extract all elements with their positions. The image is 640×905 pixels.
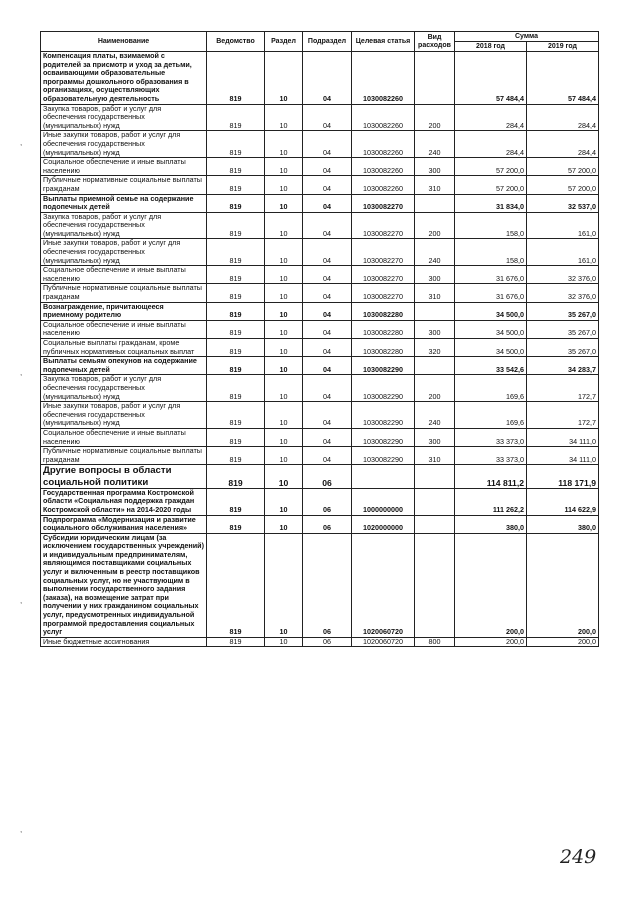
cell-vid: 310 — [415, 447, 455, 465]
table-row — [41, 428, 599, 446]
cell-vedomstvo: 819 — [207, 239, 265, 266]
cell-name: Закупка товаров, работ и услуг для обеспечения государственных (муниципальных) нужд — [41, 104, 207, 131]
cell-podrazdel: 04 — [303, 266, 352, 284]
cell-target: 1030082270 — [352, 239, 415, 266]
header-podrazdel: Подраздел — [303, 32, 352, 52]
cell-vedomstvo: 819 — [207, 465, 265, 488]
header-vid: Вид расходов — [415, 32, 455, 52]
cell-sum-2018: 114 811,2 — [455, 465, 527, 488]
cell-name: Закупка товаров, работ и услуг для обеспечения государственных (муниципальных) нужд — [41, 375, 207, 402]
cell-name: Публичные нормативные социальные выплаты гражданам — [41, 176, 207, 194]
cell-sum-2019: 57 484,4 — [527, 52, 599, 105]
cell-sum-2018: 111 262,2 — [455, 488, 527, 515]
cell-razdel: 10 — [265, 357, 303, 375]
cell-sum-2019: 200,0 — [527, 533, 599, 637]
table-row — [41, 533, 599, 637]
cell-razdel: 10 — [265, 515, 303, 533]
cell-target: 1030082260 — [352, 52, 415, 105]
cell-razdel: 10 — [265, 131, 303, 158]
cell-podrazdel: 04 — [303, 239, 352, 266]
cell-sum-2019: 161,0 — [527, 239, 599, 266]
table-row — [41, 637, 599, 647]
cell-vid: 800 — [415, 637, 455, 647]
table-row — [41, 176, 599, 194]
cell-vedomstvo: 819 — [207, 104, 265, 131]
cell-podrazdel: 04 — [303, 158, 352, 176]
cell-sum-2018: 57 200,0 — [455, 176, 527, 194]
table-row — [41, 375, 599, 402]
cell-sum-2018: 158,0 — [455, 212, 527, 239]
margin-mark: , — [20, 825, 23, 834]
cell-sum-2019: 34 283,7 — [527, 357, 599, 375]
cell-vid — [415, 488, 455, 515]
cell-sum-2018: 34 500,0 — [455, 320, 527, 338]
cell-sum-2019: 35 267,0 — [527, 302, 599, 320]
cell-name: Иные закупки товаров, работ и услуг для обеспечения государственных (муниципальных) нужд — [41, 131, 207, 158]
table-row — [41, 212, 599, 239]
cell-target: 1020060720 — [352, 637, 415, 647]
table-row — [41, 320, 599, 338]
header-name: Наименование — [41, 32, 207, 52]
cell-sum-2018: 169,6 — [455, 402, 527, 429]
cell-sum-2019: 161,0 — [527, 212, 599, 239]
cell-sum-2018: 284,4 — [455, 131, 527, 158]
cell-vid — [415, 357, 455, 375]
budget-table — [40, 31, 599, 647]
cell-podrazdel: 06 — [303, 465, 352, 488]
table-row — [41, 339, 599, 357]
cell-sum-2019: 172,7 — [527, 402, 599, 429]
cell-vid — [415, 52, 455, 105]
cell-target: 1030082260 — [352, 176, 415, 194]
cell-vedomstvo: 819 — [207, 176, 265, 194]
cell-vid: 200 — [415, 375, 455, 402]
cell-podrazdel: 04 — [303, 357, 352, 375]
cell-name: Иные закупки товаров, работ и услуг для обеспечения государственных (муниципальных) нужд — [41, 402, 207, 429]
cell-razdel: 10 — [265, 104, 303, 131]
cell-vedomstvo: 819 — [207, 375, 265, 402]
cell-podrazdel: 06 — [303, 533, 352, 637]
cell-razdel: 10 — [265, 465, 303, 488]
table-row — [41, 465, 599, 488]
table-row — [41, 104, 599, 131]
cell-sum-2019: 57 200,0 — [527, 176, 599, 194]
cell-sum-2018: 31 834,0 — [455, 194, 527, 212]
cell-name: Компенсация платы, взимаемой с родителей за присмотр и уход за детьми, осваивающими образовательные программы дошкольного образования в организациях, осуществляющих образовательную деятельность — [41, 52, 207, 105]
cell-target: 1030082270 — [352, 266, 415, 284]
cell-name: Выплаты приемной семье на содержание подопечных детей — [41, 194, 207, 212]
cell-podrazdel: 04 — [303, 375, 352, 402]
cell-sum-2018: 33 542,6 — [455, 357, 527, 375]
cell-razdel: 10 — [265, 194, 303, 212]
cell-name: Публичные нормативные социальные выплаты гражданам — [41, 284, 207, 302]
margin-mark: , — [20, 368, 23, 377]
cell-vid — [415, 533, 455, 637]
cell-razdel: 10 — [265, 239, 303, 266]
cell-podrazdel: 04 — [303, 176, 352, 194]
cell-target: 1030082290 — [352, 428, 415, 446]
table-row — [41, 284, 599, 302]
cell-sum-2018: 31 676,0 — [455, 284, 527, 302]
cell-target: 1020000000 — [352, 515, 415, 533]
cell-sum-2019: 35 267,0 — [527, 320, 599, 338]
header-2018: 2018 год — [455, 42, 527, 52]
table-row — [41, 239, 599, 266]
cell-razdel: 10 — [265, 428, 303, 446]
cell-vid: 240 — [415, 402, 455, 429]
cell-name: Иные закупки товаров, работ и услуг для обеспечения государственных (муниципальных) нужд — [41, 239, 207, 266]
cell-name: Социальное обеспечение и иные выплаты населению — [41, 266, 207, 284]
cell-sum-2019: 284,4 — [527, 131, 599, 158]
table-row — [41, 194, 599, 212]
cell-target: 1030082260 — [352, 131, 415, 158]
table-row — [41, 266, 599, 284]
cell-razdel: 10 — [265, 52, 303, 105]
cell-vedomstvo: 819 — [207, 357, 265, 375]
cell-target: 1000000000 — [352, 488, 415, 515]
cell-razdel: 10 — [265, 488, 303, 515]
cell-vedomstvo: 819 — [207, 212, 265, 239]
cell-sum-2018: 57 200,0 — [455, 158, 527, 176]
table-row — [41, 357, 599, 375]
cell-sum-2018: 169,6 — [455, 375, 527, 402]
header-2019: 2019 год — [527, 42, 599, 52]
cell-razdel: 10 — [265, 302, 303, 320]
table-row — [41, 488, 599, 515]
cell-sum-2018: 34 500,0 — [455, 302, 527, 320]
cell-vedomstvo: 819 — [207, 266, 265, 284]
cell-sum-2019: 114 622,9 — [527, 488, 599, 515]
page-number: 249 — [560, 846, 597, 868]
cell-vedomstvo: 819 — [207, 339, 265, 357]
cell-target: 1030082260 — [352, 158, 415, 176]
cell-vedomstvo: 819 — [207, 284, 265, 302]
cell-vedomstvo: 819 — [207, 158, 265, 176]
cell-vedomstvo: 819 — [207, 637, 265, 647]
cell-sum-2018: 57 484,4 — [455, 52, 527, 105]
cell-vedomstvo: 819 — [207, 515, 265, 533]
cell-name: Выплаты семьям опекунов на содержание подопечных детей — [41, 357, 207, 375]
cell-podrazdel: 06 — [303, 515, 352, 533]
cell-target: 1030082290 — [352, 402, 415, 429]
cell-podrazdel: 06 — [303, 488, 352, 515]
cell-target: 1020060720 — [352, 533, 415, 637]
cell-target: 1030082270 — [352, 212, 415, 239]
cell-target: 1030082290 — [352, 357, 415, 375]
cell-sum-2019: 32 376,0 — [527, 284, 599, 302]
cell-sum-2019: 57 200,0 — [527, 158, 599, 176]
cell-razdel: 10 — [265, 447, 303, 465]
cell-target: 1030082280 — [352, 302, 415, 320]
cell-podrazdel: 04 — [303, 428, 352, 446]
cell-vid: 300 — [415, 428, 455, 446]
cell-sum-2018: 33 373,0 — [455, 447, 527, 465]
cell-name: Подпрограмма «Модернизация и развитие социального обслуживания населения» — [41, 515, 207, 533]
cell-podrazdel: 04 — [303, 284, 352, 302]
cell-vid — [415, 465, 455, 488]
cell-vid: 240 — [415, 239, 455, 266]
cell-razdel: 10 — [265, 375, 303, 402]
cell-razdel: 10 — [265, 212, 303, 239]
cell-razdel: 10 — [265, 176, 303, 194]
cell-sum-2019: 32 376,0 — [527, 266, 599, 284]
cell-sum-2018: 200,0 — [455, 533, 527, 637]
cell-vid: 300 — [415, 266, 455, 284]
cell-vedomstvo: 819 — [207, 320, 265, 338]
cell-sum-2019: 34 111,0 — [527, 447, 599, 465]
cell-podrazdel: 04 — [303, 194, 352, 212]
cell-vid — [415, 302, 455, 320]
cell-podrazdel: 04 — [303, 52, 352, 105]
cell-razdel: 10 — [265, 637, 303, 647]
margin-mark: , — [20, 138, 23, 147]
cell-vedomstvo: 819 — [207, 52, 265, 105]
table-row — [41, 402, 599, 429]
header-target: Целевая статья — [352, 32, 415, 52]
cell-razdel: 10 — [265, 533, 303, 637]
cell-target: 1030082270 — [352, 284, 415, 302]
cell-podrazdel: 04 — [303, 320, 352, 338]
cell-name: Публичные нормативные социальные выплаты гражданам — [41, 447, 207, 465]
cell-vedomstvo: 819 — [207, 194, 265, 212]
cell-razdel: 10 — [265, 320, 303, 338]
cell-razdel: 10 — [265, 158, 303, 176]
cell-target: 1030082290 — [352, 375, 415, 402]
cell-podrazdel: 04 — [303, 212, 352, 239]
table-row — [41, 302, 599, 320]
header-sum: Сумма — [455, 32, 599, 42]
cell-name: Вознаграждение, причитающееся приемному родителю — [41, 302, 207, 320]
cell-name: Иные бюджетные ассигнования — [41, 637, 207, 647]
cell-sum-2019: 380,0 — [527, 515, 599, 533]
cell-sum-2018: 284,4 — [455, 104, 527, 131]
cell-vid: 200 — [415, 212, 455, 239]
cell-podrazdel: 04 — [303, 402, 352, 429]
cell-vedomstvo: 819 — [207, 302, 265, 320]
cell-sum-2018: 380,0 — [455, 515, 527, 533]
cell-vedomstvo: 819 — [207, 533, 265, 637]
cell-name: Государственная программа Костромской области «Социальная поддержка граждан Костромской области» на 2014-2020 годы — [41, 488, 207, 515]
cell-target: 1030082260 — [352, 104, 415, 131]
header-vedomstvo: Ведомство — [207, 32, 265, 52]
cell-vid: 300 — [415, 158, 455, 176]
cell-sum-2019: 200,0 — [527, 637, 599, 647]
cell-name: Субсидии юридическим лицам (за исключением государственных учреждений) и индивидуальным предпринимателям, являющимся поставщиками социальных услуг и включенным в реестр поставщиков социальных услуг, но не участвующим в выполнении государственного задания (заказа), на возмещение затрат при получении у них гражданином социальных услуг, предусмотренных индивидуальной программой предоставления социальных услуг — [41, 533, 207, 637]
table-row — [41, 515, 599, 533]
cell-sum-2019: 34 111,0 — [527, 428, 599, 446]
cell-name: Закупка товаров, работ и услуг для обеспечения государственных (муниципальных) нужд — [41, 212, 207, 239]
cell-podrazdel: 04 — [303, 302, 352, 320]
cell-vedomstvo: 819 — [207, 428, 265, 446]
cell-sum-2019: 172,7 — [527, 375, 599, 402]
cell-target: 1030082290 — [352, 447, 415, 465]
table-row — [41, 52, 599, 105]
header-razdel: Раздел — [265, 32, 303, 52]
cell-vid: 300 — [415, 320, 455, 338]
cell-vid: 310 — [415, 176, 455, 194]
cell-sum-2018: 158,0 — [455, 239, 527, 266]
cell-podrazdel: 04 — [303, 131, 352, 158]
cell-podrazdel: 06 — [303, 637, 352, 647]
cell-name: Социальное обеспечение и иные выплаты населению — [41, 158, 207, 176]
cell-podrazdel: 04 — [303, 104, 352, 131]
cell-name: Социальное обеспечение и иные выплаты населению — [41, 428, 207, 446]
cell-target: 1030082280 — [352, 339, 415, 357]
cell-sum-2018: 200,0 — [455, 637, 527, 647]
cell-vedomstvo: 819 — [207, 131, 265, 158]
table-row — [41, 158, 599, 176]
table-row — [41, 131, 599, 158]
cell-sum-2019: 32 537,0 — [527, 194, 599, 212]
cell-target — [352, 465, 415, 488]
cell-vedomstvo: 819 — [207, 447, 265, 465]
cell-vedomstvo: 819 — [207, 488, 265, 515]
cell-vid — [415, 194, 455, 212]
cell-sum-2018: 33 373,0 — [455, 428, 527, 446]
cell-razdel: 10 — [265, 339, 303, 357]
cell-vedomstvo: 819 — [207, 402, 265, 429]
cell-podrazdel: 04 — [303, 447, 352, 465]
cell-razdel: 10 — [265, 284, 303, 302]
cell-sum-2019: 35 267,0 — [527, 339, 599, 357]
cell-name: Социальное обеспечение и иные выплаты населению — [41, 320, 207, 338]
cell-vid: 310 — [415, 284, 455, 302]
cell-razdel: 10 — [265, 402, 303, 429]
cell-target: 1030082280 — [352, 320, 415, 338]
cell-vid: 200 — [415, 104, 455, 131]
table-row — [41, 447, 599, 465]
cell-vid — [415, 515, 455, 533]
cell-vid: 320 — [415, 339, 455, 357]
table-body — [41, 52, 599, 647]
cell-sum-2019: 118 171,9 — [527, 465, 599, 488]
cell-sum-2019: 284,4 — [527, 104, 599, 131]
cell-vid: 240 — [415, 131, 455, 158]
cell-razdel: 10 — [265, 266, 303, 284]
cell-sum-2018: 31 676,0 — [455, 266, 527, 284]
cell-target: 1030082270 — [352, 194, 415, 212]
cell-name: Другие вопросы в области социальной политики — [41, 465, 207, 488]
cell-name: Социальные выплаты гражданам, кроме публичных нормативных социальных выплат — [41, 339, 207, 357]
cell-sum-2018: 34 500,0 — [455, 339, 527, 357]
margin-mark: , — [20, 596, 23, 605]
cell-podrazdel: 04 — [303, 339, 352, 357]
